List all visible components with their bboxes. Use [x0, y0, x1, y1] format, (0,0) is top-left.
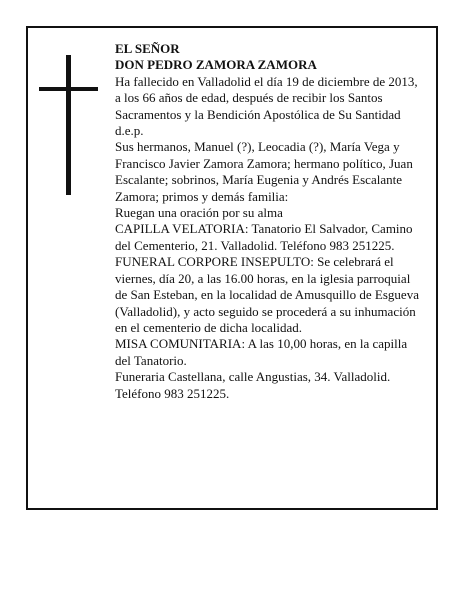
rip-line: d.e.p.	[115, 123, 144, 139]
obituary-text	[115, 41, 420, 402]
mass-info: MISA COMUNITARIA: A las 10,00 horas, en la capilla del Tanatorio.	[115, 336, 408, 368]
deceased-name: DON PEDRO ZAMORA ZAMORA	[115, 57, 317, 73]
funeral-home-info: Funeraria Castellana, calle Angustias, 34. Valladolid. Teléfono 983 251225.	[115, 369, 391, 401]
heading-title: EL SEÑOR	[115, 41, 180, 56]
death-announcement: Ha fallecido en Valladolid el día 19 de diciembre de 2013, a los 66 años de edad, después de recibir los Santos Sacramentos y la Bendición Apostólica de Su Santidad	[115, 73, 418, 122]
obituary-notice	[26, 26, 438, 510]
chapel-info: CAPILLA VELATORIA: Tanatorio El Salvador, Camino del Cementerio, 21. Valladolid. Teléfono 983 251225.	[115, 221, 413, 253]
family-list: Sus hermanos, Manuel (?), Leocadia (?), María Vega y Francisco Javier Zamora Zamora; hermano político, Juan Escalante; sobrinos, María Eugenia y Andrés Escalante Zamora; primos y demás familia:	[115, 139, 413, 204]
prayer-request: Ruegan una oración por su alma	[115, 205, 283, 221]
funeral-info: FUNERAL CORPORE INSEPULTO: Se celebrará el viernes, día 20, a las 16.00 horas, en la iglesia parroquial de San Esteban, en la localidad de Amusquillo de Esgueva (Valladolid), y acto seguido se procederá a su inhumación en el cementerio de dicha localidad.	[115, 254, 419, 335]
cross-vertical-bar	[66, 55, 71, 195]
cross-horizontal-bar	[39, 87, 98, 91]
